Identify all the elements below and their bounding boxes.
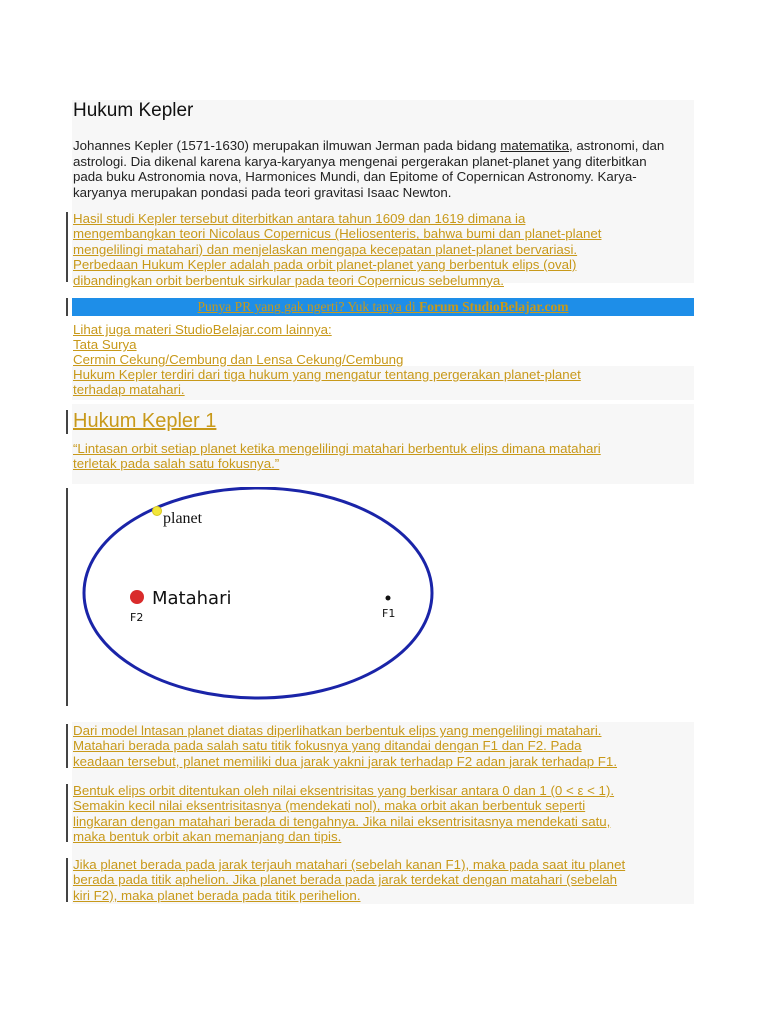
matematika-link[interactable]: matematika — [500, 138, 569, 153]
text-line: mengelilingi matahari) dan menjelaskan mengapa kecepatan planet-planet bervariasi. — [73, 241, 578, 257]
quote-bar — [66, 298, 68, 316]
intro-text: Johannes Kepler (1571-1630) merupakan ilmuwan Jerman pada bidang — [73, 138, 501, 153]
planet-dot — [153, 507, 162, 516]
text-line: terhadap matahari. — [73, 382, 185, 398]
f1-label: F1 — [382, 607, 396, 620]
orbit-diagram — [72, 487, 455, 707]
law1-heading[interactable]: Hukum Kepler 1 — [73, 410, 217, 432]
text-line: Hasil studi Kepler tersebut diterbitkan antara tahun 1609 dan 1619 dimana ia — [73, 211, 526, 226]
text-line: Semakin kecil nilai eksentrisitasnya (mendekati nol), maka orbit akan berbentuk seperti — [73, 798, 586, 814]
history-paragraph[interactable] — [73, 211, 693, 288]
eccentricity-paragraph[interactable] — [73, 783, 693, 845]
text-line: kiri F2), maka planet berada pada titik perihelion. — [73, 887, 361, 903]
summary-paragraph[interactable] — [73, 367, 693, 398]
quote-bar — [66, 858, 68, 902]
text-line: Jika planet berada pada jarak terjauh matahari (sebelah kanan F1), maka pada saat itu planet — [73, 857, 626, 872]
text-line: Matahari berada pada salah satu titik fokusnya yang ditandai dengan F1 dan F2. Pada — [73, 738, 582, 754]
intro-text-continued: , astronomi, dan astrologi. Dia dikenal karena karya-karyanya mengenai pergerakan planet-planet yang diterbitkan pada buku Astronomia nova, Harmonices Mundi, dan Epitome of Copernican Astronomy. Karya-karyanya merupakan pondasi pada teori gravitasi Isaac Newton. — [73, 138, 665, 200]
forum-banner[interactable] — [72, 298, 694, 316]
text-line: maka bentuk orbit akan memanjang dan tipis. — [73, 829, 342, 845]
sun-dot — [130, 590, 144, 604]
text-line: Perbedaan Hukum Kepler adalah pada orbit planet-planet yang berbentuk elips (oval) — [73, 257, 577, 273]
sun-label: Matahari — [152, 588, 232, 609]
text-line: terletak pada salah satu fokusnya.” — [73, 456, 280, 472]
law1-quote[interactable] — [73, 441, 693, 472]
text-line: Dari model lntasan planet diatas diperlihatkan berbentuk elips yang mengelilingi matahari. — [73, 723, 602, 738]
quote-bar — [66, 212, 68, 282]
text-line: “Lintasan orbit setiap planet ketika mengelilingi matahari berbentuk elips dimana matahari — [73, 441, 601, 456]
text-line: dibandingkan orbit berbentuk sirkular pada teori Copernicus sebelumnya. — [73, 272, 504, 288]
related-link-tata-surya[interactable]: Tata Surya — [73, 337, 137, 352]
text-line: Bentuk elips orbit ditentukan oleh nilai eksentrisitas yang berkisar antara 0 dan 1 (0 < ε < 1). — [73, 783, 615, 798]
forum-link[interactable]: Forum StudioBelajar.com — [418, 299, 569, 314]
page-title: Hukum Kepler — [73, 100, 194, 121]
orbit-svg — [72, 487, 455, 707]
text-line: lingkaran dengan matahari berada di tengahnya. Jika nilai eksentrisitasnya mendekati satu, — [73, 813, 611, 829]
quote-bar — [66, 488, 68, 706]
text-line: mengembangkan teori Nicolaus Copernicus (Heliosenteris, bahwa bumi dan planet-planet — [73, 226, 602, 242]
text-line: Hukum Kepler terdiri dari tiga hukum yang mengatur tentang pergerakan planet-planet — [73, 367, 581, 382]
related-links — [73, 322, 693, 367]
related-heading[interactable]: Lihat juga materi StudioBelajar.com lainnya: — [73, 322, 332, 337]
related-link-cermin-lensa[interactable]: Cermin Cekung/Cembung dan Lensa Cekung/Cembung — [73, 352, 404, 367]
aphelion-paragraph[interactable] — [73, 857, 693, 903]
text-line: keadaan tersebut, planet memiliki dua jarak yakni jarak terhadap F2 adan jarak terhadap F1. — [73, 753, 618, 769]
quote-bar — [66, 410, 68, 434]
quote-bar — [66, 784, 68, 842]
f2-label: F2 — [130, 611, 144, 624]
f1-dot — [386, 596, 391, 601]
model-paragraph[interactable] — [73, 723, 693, 769]
intro-paragraph — [73, 138, 673, 200]
text-line: berada pada titik aphelion. Jika planet berada pada jarak terdekat dengan matahari (sebelah — [73, 872, 618, 888]
banner-text: Punya PR yang gak ngerti? Yuk tanya di — [197, 299, 419, 314]
planet-label: planet — [163, 510, 203, 527]
quote-bar — [66, 724, 68, 768]
